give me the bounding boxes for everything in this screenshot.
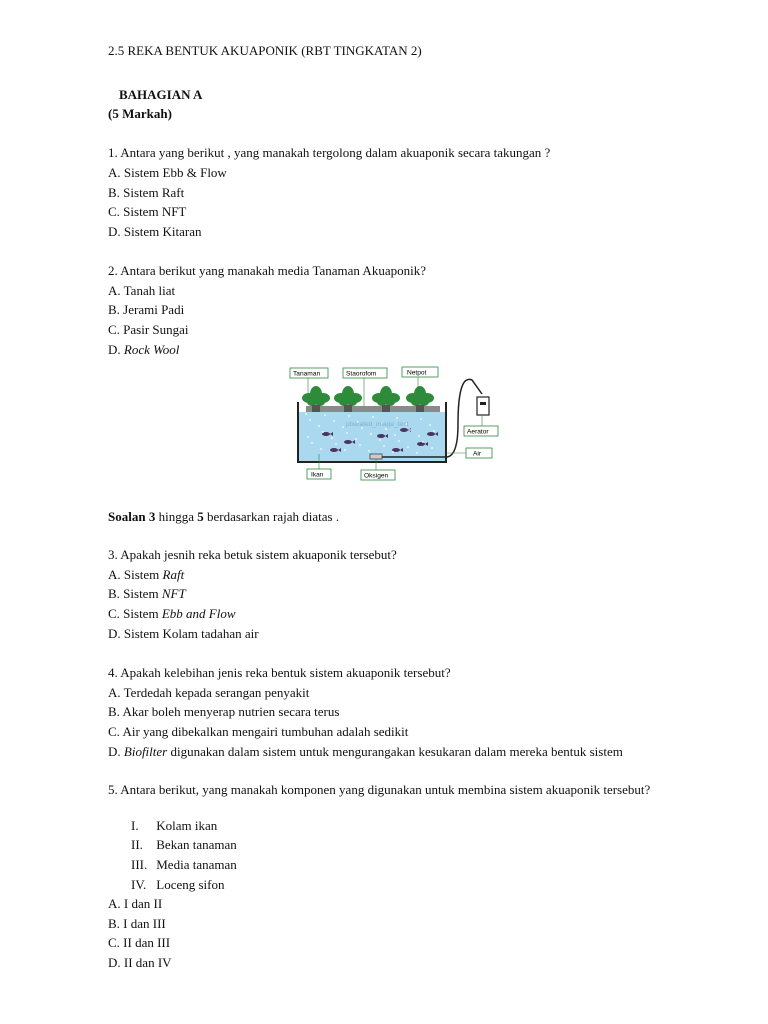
q1-option-c: C. Sistem NFT	[108, 204, 187, 219]
question-4: 4. Apakah kelebihan jenis reka bentuk sistem akuaponik tersebut?	[108, 665, 451, 680]
q1-option-d: D. Sistem Kitaran	[108, 224, 202, 239]
aerator-device	[477, 397, 489, 415]
q2-option-d-italic: Rock Wool	[123, 342, 180, 357]
q3-option-d: D. Sistem Kolam tadahan air	[108, 626, 259, 641]
section-heading: BAHAGIAN A	[119, 87, 203, 102]
svg-text:Tanaman: Tanaman	[293, 370, 321, 378]
reference-note: Soalan 3 hingga 5 berdasarkan rajah diatas .	[108, 509, 340, 524]
question-2: 2. Antara berikut yang manakah media Tanaman Akuaponik?	[108, 263, 426, 278]
q5-option-a: A. I dan II	[108, 896, 163, 911]
air-stone	[370, 454, 382, 459]
svg-text:Oksigen: Oksigen	[364, 472, 389, 480]
label-aerator	[464, 415, 498, 436]
q3-option-b: B. Sistem NFT	[108, 586, 186, 601]
q1-option-a: A. Sistem Ebb & Flow	[108, 165, 227, 180]
document-title: 2.5 REKA BENTUK AKUAPONIK (RBT TINGKATAN 2)	[108, 43, 422, 58]
q5-item-4: IV. Loceng sifon	[131, 877, 225, 892]
label-air	[446, 448, 492, 458]
q2-option-c: C. Pasir Sungai	[108, 322, 189, 337]
q4-option-c: C. Air yang dibekalkan mengairi tumbuhan adalah sedikit	[108, 724, 409, 739]
marks-label: (5 Markah)	[108, 106, 172, 121]
svg-text:Staorofom: Staorofom	[346, 370, 377, 378]
q2-option-d-prefix: D.	[108, 342, 124, 357]
q3-option-a: A. Sistem Raft	[108, 567, 185, 582]
q5-item-2: II. Bekan tanaman	[131, 837, 237, 852]
q3-option-c: C. Sistem Ebb and Flow	[108, 606, 236, 621]
q4-option-a: A. Terdedah kepada serangan penyakit	[108, 685, 310, 700]
q2-option-d	[108, 340, 179, 360]
q2-option-a: A. Tanah liat	[108, 283, 176, 298]
label-tanaman	[290, 368, 328, 394]
q5-item-3: III. Media tanaman	[131, 857, 237, 872]
aerator-switch-icon	[480, 402, 486, 405]
svg-text:Aerator: Aerator	[467, 428, 489, 436]
svg-text:Ikan: Ikan	[311, 471, 324, 479]
svg-text:Netpot: Netpot	[407, 369, 427, 377]
aquaponic-diagram	[286, 364, 500, 482]
svg-text:Air: Air	[473, 450, 482, 458]
q2-option-b: B. Jerami Padi	[108, 302, 185, 317]
q5-option-d: D. II dan IV	[108, 955, 172, 970]
question-1: 1. Antara yang berikut , yang manakah tergolong dalam akuaponik secara takungan ?	[108, 145, 551, 160]
q5-item-1: I. Kolam ikan	[131, 818, 218, 833]
q4-option-d: D. Biofilter digunakan dalam sistem untuk mengurangakan kesukaran dalam mereka bentuk sistem	[108, 744, 623, 759]
diagram-watermark: pixelated_image_text	[346, 421, 409, 428]
q1-option-b: B. Sistem Raft	[108, 185, 185, 200]
question-5: 5. Antara berikut, yang manakah komponen yang digunakan untuk membina sistem akuaponik tersebut?	[108, 782, 651, 797]
q4-option-b: B. Akar boleh menyerap nutrien secara terus	[108, 704, 340, 719]
q5-option-b: B. I dan III	[108, 916, 166, 931]
q5-option-c: C. II dan III	[108, 935, 171, 950]
question-3: 3. Apakah jesnih reka betuk sistem akuaponik tersebut?	[108, 547, 397, 562]
